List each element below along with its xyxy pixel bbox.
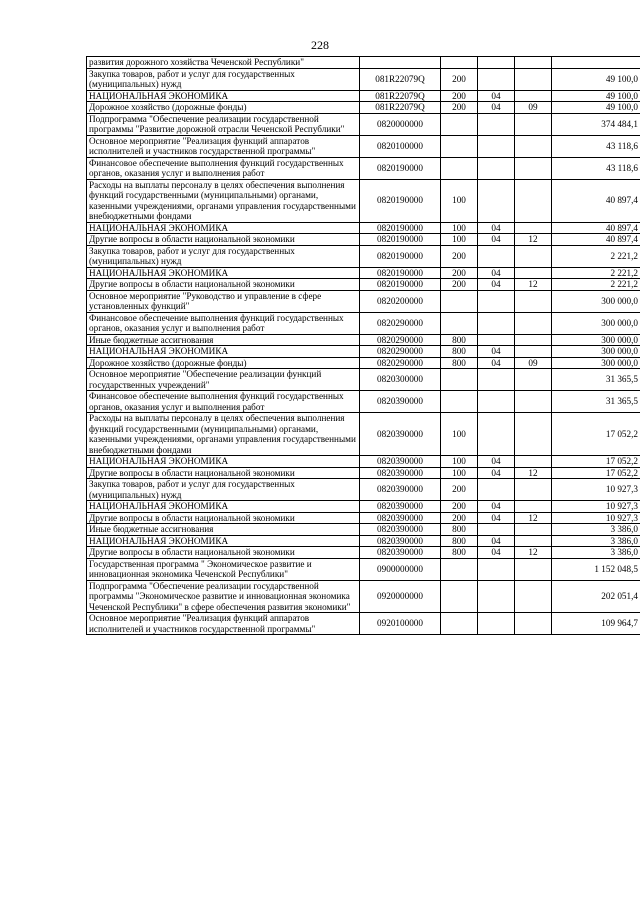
- row-code-cell: 0820390000: [360, 391, 441, 413]
- row-code-cell: 0820290000: [360, 346, 441, 358]
- row-code-cell: 0820390000: [360, 413, 441, 456]
- row-expense-type-cell: 200: [441, 479, 478, 501]
- row-amount-cell: 300 000,0: [552, 334, 640, 346]
- row-subsection-cell: [515, 135, 552, 157]
- row-code-cell: [360, 57, 441, 69]
- table-row: [87, 547, 640, 559]
- row-section-cell: 04: [478, 222, 515, 234]
- row-amount-cell: 374 484,1: [552, 113, 640, 135]
- row-amount-cell: 49 100,0: [552, 68, 640, 90]
- row-section-cell: 04: [478, 467, 515, 479]
- row-name-cell: НАЦИОНАЛЬНАЯ ЭКОНОМИКА: [87, 346, 360, 358]
- table-row: [87, 157, 640, 179]
- row-subsection-cell: [515, 334, 552, 346]
- row-code-cell: 0820190000: [360, 157, 441, 179]
- row-expense-type-cell: 100: [441, 234, 478, 246]
- row-expense-type-cell: 200: [441, 245, 478, 267]
- row-expense-type-cell: 800: [441, 547, 478, 559]
- row-name-cell: Иные бюджетные ассигнования: [87, 334, 360, 346]
- row-code-cell: 0820290000: [360, 357, 441, 369]
- row-expense-type-cell: [441, 157, 478, 179]
- row-name-cell: Закупка товаров, работ и услуг для государственных (муниципальных) нужд: [87, 479, 360, 501]
- row-expense-type-cell: [441, 312, 478, 334]
- table-row: [87, 102, 640, 114]
- row-section-cell: [478, 113, 515, 135]
- row-name-cell: Основное мероприятие "Обеспечение реализации функций государственных учреждений": [87, 369, 360, 391]
- row-subsection-cell: [515, 222, 552, 234]
- table-row: [87, 558, 640, 580]
- row-section-cell: [478, 524, 515, 536]
- row-section-cell: 04: [478, 346, 515, 358]
- row-subsection-cell: [515, 157, 552, 179]
- table-row: [87, 535, 640, 547]
- row-amount-cell: 2 221,2: [552, 267, 640, 279]
- row-amount-cell: 49 100,0: [552, 102, 640, 114]
- row-section-cell: 04: [478, 102, 515, 114]
- table-row: [87, 524, 640, 536]
- row-section-cell: 04: [478, 547, 515, 559]
- row-expense-type-cell: 200: [441, 501, 478, 513]
- row-name-cell: Основное мероприятие "Руководство и управление в сфере установленных функций": [87, 290, 360, 312]
- table-row: [87, 613, 640, 635]
- table-row: [87, 222, 640, 234]
- row-subsection-cell: [515, 267, 552, 279]
- row-name-cell: НАЦИОНАЛЬНАЯ ЭКОНОМИКА: [87, 501, 360, 513]
- row-amount-cell: 17 052,2: [552, 456, 640, 468]
- row-section-cell: [478, 391, 515, 413]
- row-amount-cell: 1 152 048,5: [552, 558, 640, 580]
- table-row: [87, 512, 640, 524]
- row-section-cell: [478, 312, 515, 334]
- row-subsection-cell: [515, 558, 552, 580]
- row-expense-type-cell: [441, 135, 478, 157]
- row-expense-type-cell: [441, 558, 478, 580]
- row-expense-type-cell: 200: [441, 68, 478, 90]
- row-subsection-cell: [515, 369, 552, 391]
- row-amount-cell: 10 927,3: [552, 501, 640, 513]
- row-name-cell: Дорожное хозяйство (дорожные фонды): [87, 102, 360, 114]
- row-name-cell: Расходы на выплаты персоналу в целях обеспечения выполнения функций государственными (муниципальными) органами, казенными учреждениями, органами управления государственными внебюджетными фондами: [87, 179, 360, 222]
- row-section-cell: [478, 413, 515, 456]
- row-code-cell: 081R22079Q: [360, 102, 441, 114]
- row-name-cell: Финансовое обеспечение выполнения функций государственных органов, оказания услуг и выполнения работ: [87, 312, 360, 334]
- table-row: [87, 391, 640, 413]
- row-code-cell: 0820390000: [360, 512, 441, 524]
- row-code-cell: 0820190000: [360, 267, 441, 279]
- row-name-cell: Дорожное хозяйство (дорожные фонды): [87, 357, 360, 369]
- row-amount-cell: 40 897,4: [552, 222, 640, 234]
- row-expense-type-cell: [441, 580, 478, 613]
- row-section-cell: 04: [478, 501, 515, 513]
- table-row: [87, 245, 640, 267]
- row-amount-cell: 17 052,2: [552, 467, 640, 479]
- row-name-cell: Основное мероприятие "Реализация функций аппаратов исполнителей и участников государственной программы": [87, 135, 360, 157]
- row-section-cell: [478, 157, 515, 179]
- row-expense-type-cell: 200: [441, 279, 478, 291]
- page-number: 228: [311, 38, 329, 52]
- row-expense-type-cell: [441, 57, 478, 69]
- row-expense-type-cell: 200: [441, 102, 478, 114]
- row-section-cell: [478, 57, 515, 69]
- row-code-cell: 0820390000: [360, 524, 441, 536]
- row-section-cell: 04: [478, 357, 515, 369]
- row-subsection-cell: 12: [515, 234, 552, 246]
- row-expense-type-cell: 800: [441, 535, 478, 547]
- row-section-cell: 04: [478, 535, 515, 547]
- row-subsection-cell: 12: [515, 512, 552, 524]
- row-code-cell: 0820390000: [360, 547, 441, 559]
- row-expense-type-cell: 800: [441, 334, 478, 346]
- row-expense-type-cell: 100: [441, 413, 478, 456]
- row-section-cell: [478, 135, 515, 157]
- row-subsection-cell: [515, 57, 552, 69]
- row-code-cell: 0820390000: [360, 467, 441, 479]
- row-code-cell: 0900000000: [360, 558, 441, 580]
- row-subsection-cell: 12: [515, 547, 552, 559]
- row-code-cell: 0820390000: [360, 456, 441, 468]
- table-row: [87, 57, 640, 69]
- row-amount-cell: 300 000,0: [552, 357, 640, 369]
- table-row: [87, 346, 640, 358]
- row-subsection-cell: [515, 290, 552, 312]
- row-section-cell: [478, 334, 515, 346]
- row-name-cell: Другие вопросы в области национальной экономики: [87, 547, 360, 559]
- row-amount-cell: 49 100,0: [552, 90, 640, 102]
- row-name-cell: Закупка товаров, работ и услуг для государственных (муниципальных) нужд: [87, 68, 360, 90]
- row-expense-type-cell: [441, 369, 478, 391]
- row-code-cell: 081R22079Q: [360, 68, 441, 90]
- table-row: [87, 413, 640, 456]
- row-subsection-cell: 12: [515, 279, 552, 291]
- row-code-cell: 0820390000: [360, 535, 441, 547]
- row-amount-cell: 300 000,0: [552, 346, 640, 358]
- row-code-cell: 0820000000: [360, 113, 441, 135]
- row-code-cell: 0820390000: [360, 479, 441, 501]
- row-subsection-cell: [515, 456, 552, 468]
- row-subsection-cell: [515, 535, 552, 547]
- row-name-cell: НАЦИОНАЛЬНАЯ ЭКОНОМИКА: [87, 267, 360, 279]
- row-expense-type-cell: [441, 613, 478, 635]
- row-code-cell: 0820200000: [360, 290, 441, 312]
- row-expense-type-cell: 100: [441, 179, 478, 222]
- row-section-cell: [478, 613, 515, 635]
- row-amount-cell: 300 000,0: [552, 290, 640, 312]
- row-name-cell: НАЦИОНАЛЬНАЯ ЭКОНОМИКА: [87, 90, 360, 102]
- row-name-cell: НАЦИОНАЛЬНАЯ ЭКОНОМИКА: [87, 456, 360, 468]
- row-amount-cell: 43 118,6: [552, 135, 640, 157]
- table-row: [87, 312, 640, 334]
- row-name-cell: Подпрограмма "Обеспечение реализации государственной программы "Развитие дорожной отрасли Чеченской Республики": [87, 113, 360, 135]
- table-row: [87, 369, 640, 391]
- row-name-cell: Закупка товаров, работ и услуг для государственных (муниципальных) нужд: [87, 245, 360, 267]
- table-row: [87, 279, 640, 291]
- row-expense-type-cell: [441, 113, 478, 135]
- row-subsection-cell: 12: [515, 467, 552, 479]
- budget-table-body: [87, 57, 640, 635]
- table-row: [87, 456, 640, 468]
- row-section-cell: 04: [478, 234, 515, 246]
- table-row: [87, 479, 640, 501]
- table-row: [87, 179, 640, 222]
- row-code-cell: 0820190000: [360, 222, 441, 234]
- row-subsection-cell: 09: [515, 357, 552, 369]
- row-amount-cell: 17 052,2: [552, 413, 640, 456]
- row-code-cell: 0820190000: [360, 179, 441, 222]
- row-name-cell: Иные бюджетные ассигнования: [87, 524, 360, 536]
- row-amount-cell: 2 221,2: [552, 279, 640, 291]
- row-subsection-cell: [515, 613, 552, 635]
- row-expense-type-cell: 200: [441, 90, 478, 102]
- table-row: [87, 290, 640, 312]
- row-code-cell: 0820290000: [360, 334, 441, 346]
- row-name-cell: НАЦИОНАЛЬНАЯ ЭКОНОМИКА: [87, 535, 360, 547]
- row-name-cell: Подпрограмма "Обеспечение реализации государственной программы "Экономическое развитие и инновационная экономика Чеченской Республики" в сфере обеспечения развития экономики": [87, 580, 360, 613]
- table-row: [87, 580, 640, 613]
- row-subsection-cell: [515, 413, 552, 456]
- row-code-cell: 0920000000: [360, 580, 441, 613]
- row-name-cell: Финансовое обеспечение выполнения функций государственных органов, оказания услуг и выполнения работ: [87, 391, 360, 413]
- row-name-cell: Государственная программа " Экономическое развитие и инновационная экономика Чеченской Республики": [87, 558, 360, 580]
- row-subsection-cell: [515, 68, 552, 90]
- row-subsection-cell: [515, 113, 552, 135]
- row-name-cell: Финансовое обеспечение выполнения функций государственных органов, оказания услуг и выполнения работ: [87, 157, 360, 179]
- row-code-cell: 0820190000: [360, 279, 441, 291]
- row-name-cell: Другие вопросы в области национальной экономики: [87, 512, 360, 524]
- row-expense-type-cell: [441, 290, 478, 312]
- row-subsection-cell: [515, 346, 552, 358]
- row-amount-cell: 40 897,4: [552, 234, 640, 246]
- row-code-cell: 081R22079Q: [360, 90, 441, 102]
- table-row: [87, 90, 640, 102]
- row-amount-cell: 40 897,4: [552, 179, 640, 222]
- row-amount-cell: 2 221,2: [552, 245, 640, 267]
- row-subsection-cell: [515, 580, 552, 613]
- table-row: [87, 501, 640, 513]
- table-row: [87, 68, 640, 90]
- row-subsection-cell: [515, 524, 552, 536]
- row-name-cell: НАЦИОНАЛЬНАЯ ЭКОНОМИКА: [87, 222, 360, 234]
- row-amount-cell: 3 386,0: [552, 547, 640, 559]
- table-row: [87, 234, 640, 246]
- row-subsection-cell: [515, 179, 552, 222]
- row-code-cell: 0920100000: [360, 613, 441, 635]
- table-row: [87, 334, 640, 346]
- row-amount-cell: 31 365,5: [552, 369, 640, 391]
- table-row: [87, 113, 640, 135]
- row-amount-cell: [552, 57, 640, 69]
- row-section-cell: 04: [478, 267, 515, 279]
- table-row: [87, 467, 640, 479]
- row-section-cell: 04: [478, 279, 515, 291]
- row-code-cell: 0820390000: [360, 501, 441, 513]
- row-amount-cell: 202 051,4: [552, 580, 640, 613]
- row-amount-cell: 10 927,3: [552, 479, 640, 501]
- row-code-cell: 0820190000: [360, 234, 441, 246]
- table-row: [87, 135, 640, 157]
- row-subsection-cell: [515, 90, 552, 102]
- row-expense-type-cell: 100: [441, 467, 478, 479]
- row-amount-cell: 31 365,5: [552, 391, 640, 413]
- row-expense-type-cell: 200: [441, 512, 478, 524]
- row-section-cell: [478, 179, 515, 222]
- row-name-cell: Другие вопросы в области национальной экономики: [87, 279, 360, 291]
- row-subsection-cell: [515, 245, 552, 267]
- row-amount-cell: 3 386,0: [552, 524, 640, 536]
- row-expense-type-cell: 800: [441, 346, 478, 358]
- row-code-cell: 0820300000: [360, 369, 441, 391]
- row-name-cell: Расходы на выплаты персоналу в целях обеспечения выполнения функций государственными (муниципальными) органами, казенными учреждениями, органами управления государственными внебюджетными фондами: [87, 413, 360, 456]
- row-subsection-cell: [515, 479, 552, 501]
- row-section-cell: 04: [478, 512, 515, 524]
- row-section-cell: 04: [478, 90, 515, 102]
- row-name-cell: Другие вопросы в области национальной экономики: [87, 467, 360, 479]
- table-row: [87, 267, 640, 279]
- row-section-cell: [478, 245, 515, 267]
- row-amount-cell: 43 118,6: [552, 157, 640, 179]
- row-subsection-cell: [515, 312, 552, 334]
- row-subsection-cell: [515, 391, 552, 413]
- row-expense-type-cell: 800: [441, 357, 478, 369]
- row-expense-type-cell: 100: [441, 222, 478, 234]
- row-section-cell: [478, 290, 515, 312]
- table-row: [87, 357, 640, 369]
- row-expense-type-cell: 200: [441, 267, 478, 279]
- row-expense-type-cell: [441, 391, 478, 413]
- row-expense-type-cell: 800: [441, 524, 478, 536]
- row-amount-cell: 3 386,0: [552, 535, 640, 547]
- row-name-cell: развития дорожного хозяйства Чеченской Республики": [87, 57, 360, 69]
- row-amount-cell: 109 964,7: [552, 613, 640, 635]
- row-section-cell: [478, 580, 515, 613]
- row-amount-cell: 10 927,3: [552, 512, 640, 524]
- row-name-cell: Основное мероприятие "Реализация функций аппаратов исполнителей и участников государственной программы": [87, 613, 360, 635]
- row-section-cell: [478, 369, 515, 391]
- row-expense-type-cell: 100: [441, 456, 478, 468]
- row-subsection-cell: 09: [515, 102, 552, 114]
- row-section-cell: 04: [478, 456, 515, 468]
- row-code-cell: 0820190000: [360, 245, 441, 267]
- row-name-cell: Другие вопросы в области национальной экономики: [87, 234, 360, 246]
- row-code-cell: 0820290000: [360, 312, 441, 334]
- row-subsection-cell: [515, 501, 552, 513]
- row-section-cell: [478, 68, 515, 90]
- row-code-cell: 0820100000: [360, 135, 441, 157]
- row-section-cell: [478, 558, 515, 580]
- row-section-cell: [478, 479, 515, 501]
- row-amount-cell: 300 000,0: [552, 312, 640, 334]
- budget-table: [86, 56, 640, 635]
